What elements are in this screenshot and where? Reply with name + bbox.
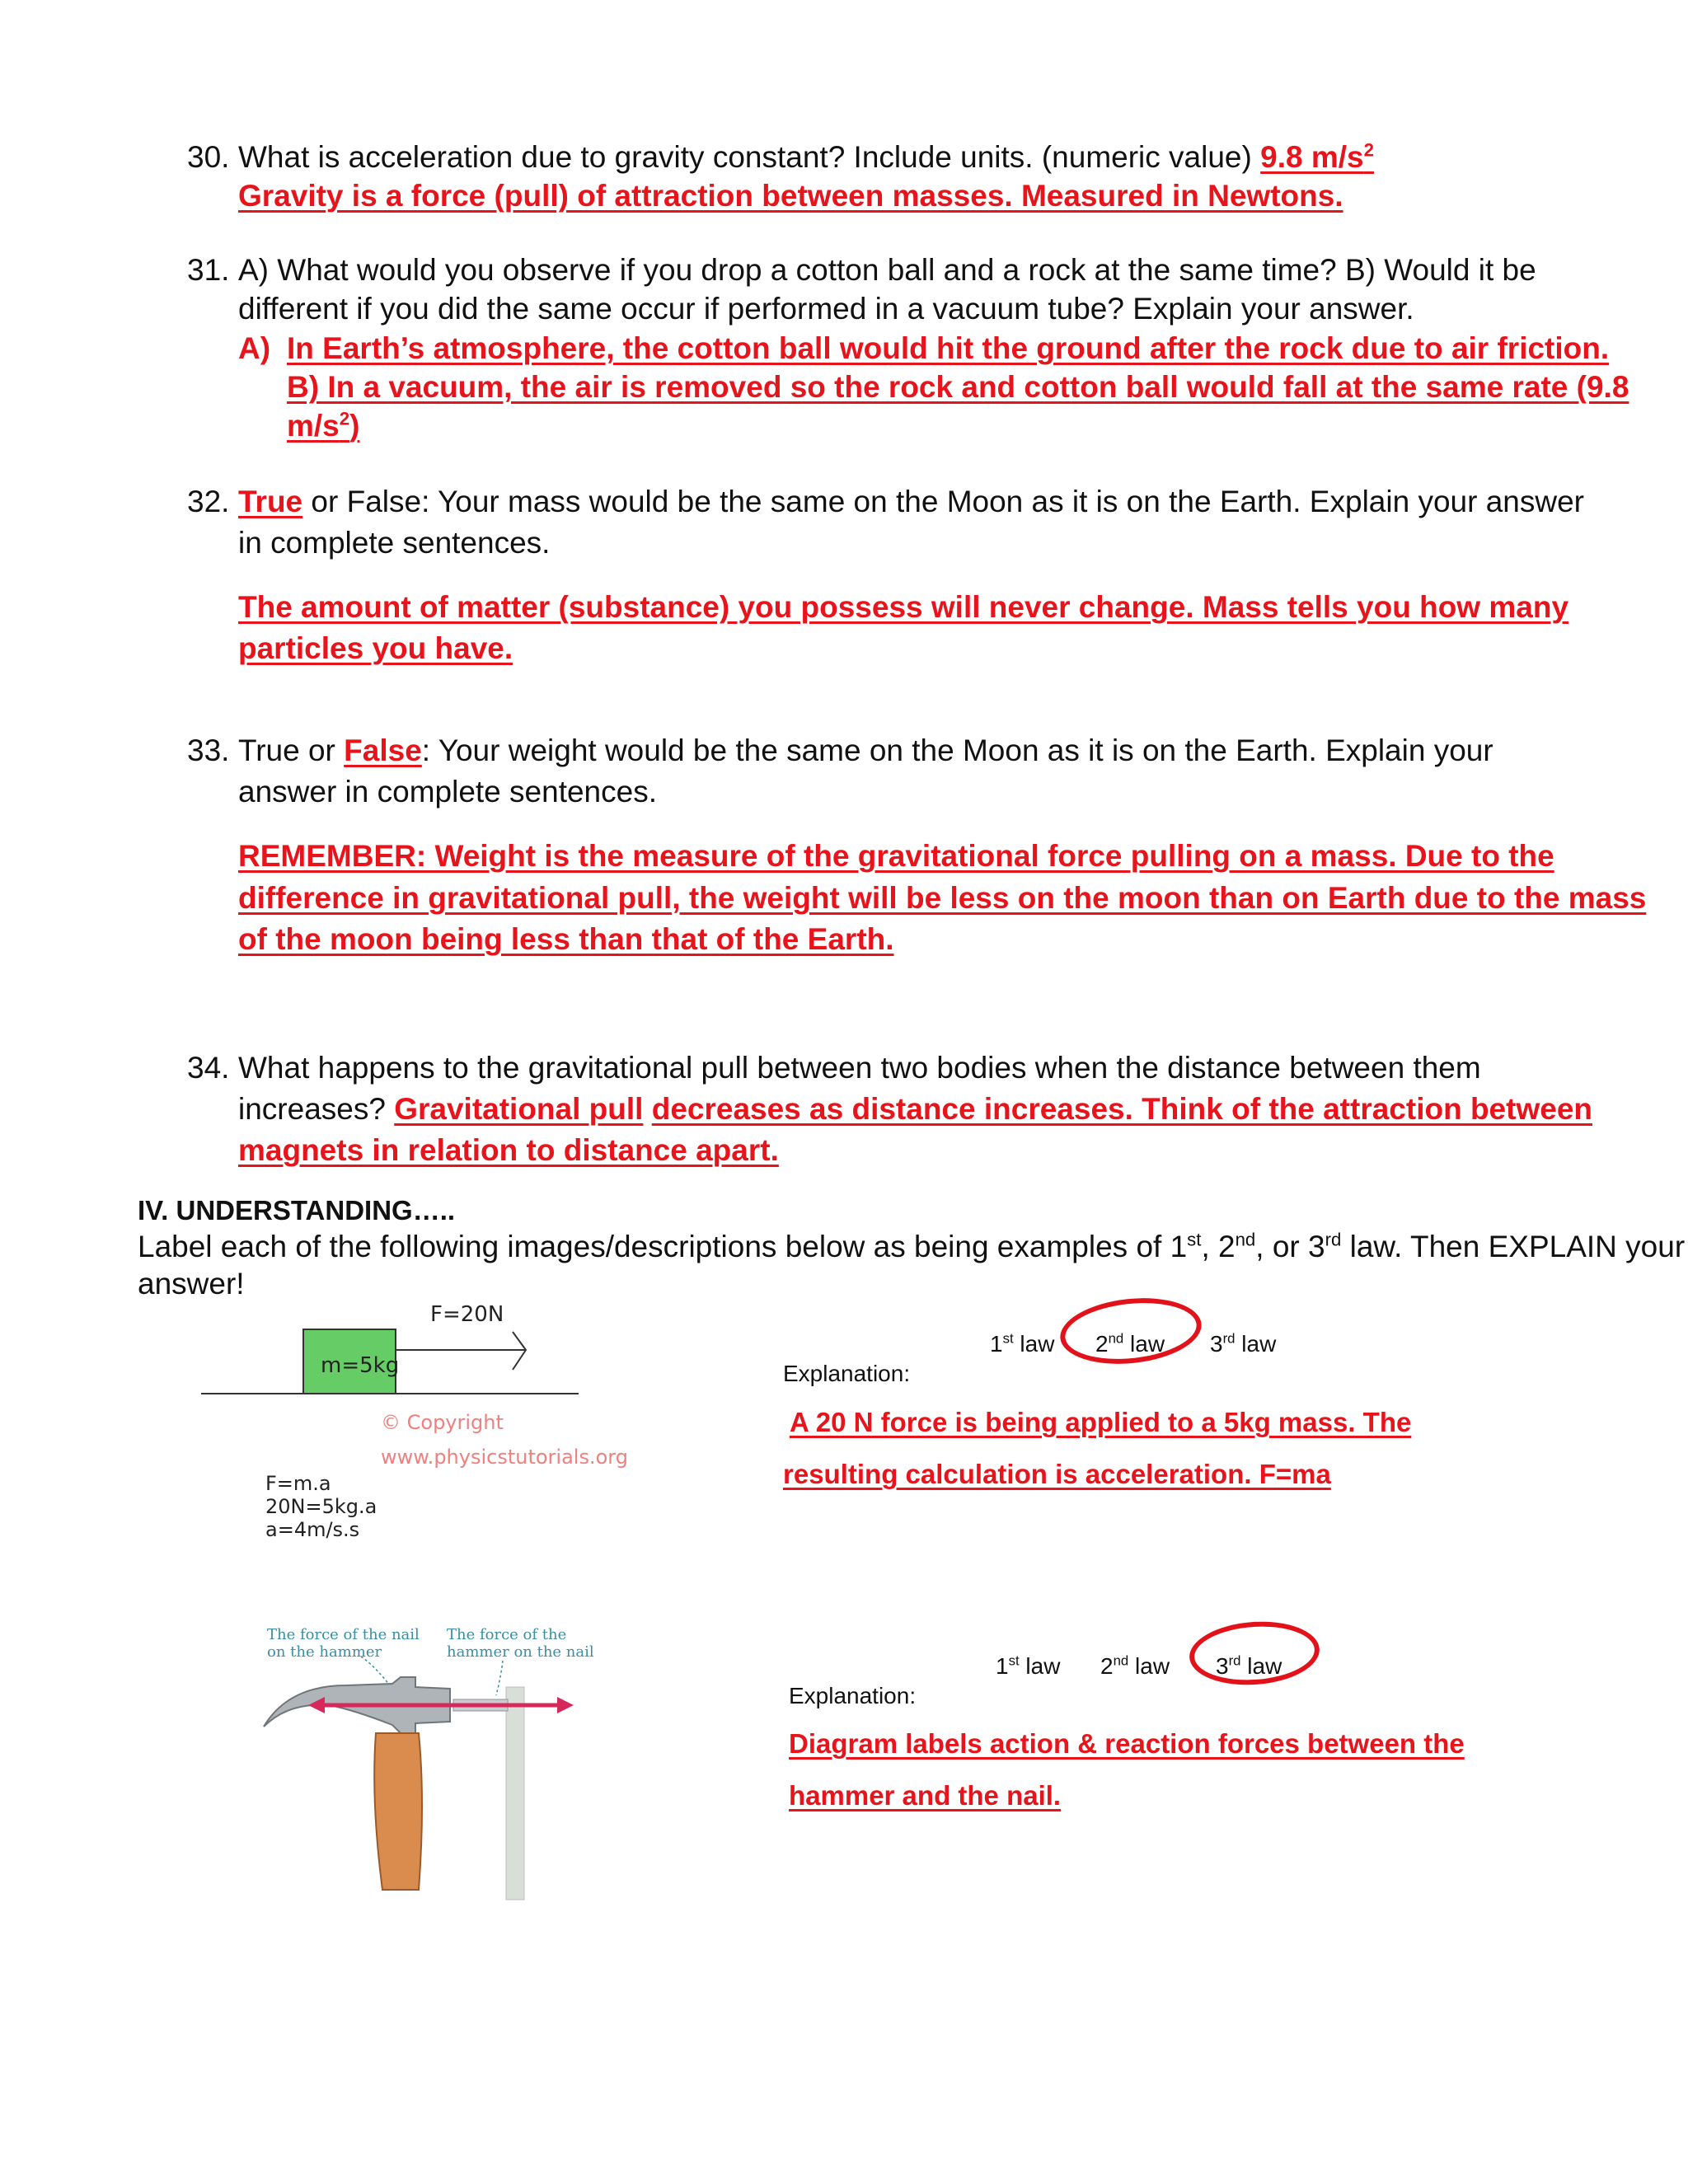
item2-answer1: Diagram labels action & reaction forces between the: [789, 1728, 1465, 1759]
q33-line1: True or False: Your weight would be the same on the Moon as it is on the Earth. Explain your: [238, 733, 1493, 767]
q34-line1: What happens to the gravitational pull between two bodies when the distance between them: [238, 1051, 1481, 1085]
item2-answer2: hammer and the nail.: [789, 1780, 1062, 1811]
q34-number: 34.: [187, 1051, 230, 1085]
q32-choice-true: True: [238, 485, 303, 518]
website-text: www.physicstutorials.org: [381, 1446, 628, 1469]
item2-law3[interactable]: 3rd law: [1216, 1652, 1282, 1679]
q30-question: [238, 138, 1374, 177]
item1-law1[interactable]: 1st law: [990, 1330, 1055, 1357]
q31-answer-label: A): [238, 331, 271, 365]
q34-answer-c: magnets in relation to distance apart.: [238, 1133, 779, 1167]
equation-line-3: a=4m/s.s: [265, 1518, 360, 1541]
q34-answer-a: Gravitational pull: [394, 1092, 644, 1126]
q33-answer2: difference in gravitational pull, the weight will be less on the moon than on Earth due to the mass: [238, 881, 1647, 915]
q33-line2: answer in complete sentences.: [238, 775, 657, 808]
q33-choice-false: False: [344, 733, 422, 767]
q30-question-text: What is acceleration due to gravity constant? Include units. (numeric value): [238, 140, 1252, 174]
hammer-handle: [374, 1733, 422, 1890]
equation-line-1: F=m.a: [265, 1472, 331, 1495]
q33-number: 33.: [187, 733, 230, 767]
force-diagram: [198, 1294, 628, 1558]
q32-number: 32.: [187, 485, 230, 518]
force-arrow-right-head: [557, 1697, 574, 1713]
section-heading: IV. UNDERSTANDING…..: [138, 1195, 456, 1226]
item2-answer-circle: [1188, 1618, 1322, 1690]
hammer-force-label-1: The force of the: [447, 1626, 567, 1643]
item2-law1[interactable]: 1st law: [996, 1652, 1061, 1679]
mass-label: m=5kg: [321, 1353, 400, 1378]
section-instructions-line2: answer!: [138, 1267, 245, 1301]
q31-answer-b: B) In a vacuum, the air is removed so the rock and cotton ball would fall at the same rate (9.8: [287, 370, 1629, 404]
q33-answer1: REMEMBER: Weight is the measure of the gravitational force pulling on a mass. Due to the: [238, 839, 1554, 873]
equation-line-2: 20N=5kg.a: [265, 1495, 377, 1518]
force-label: F=20N: [430, 1302, 504, 1327]
q30-number: 30.: [187, 140, 230, 174]
q31-line1: A) What would you observe if you drop a cotton ball and a rock at the same time? B) Would it be: [238, 253, 1536, 287]
item1-answer2: resulting calculation is acceleration. F=ma: [783, 1459, 1331, 1489]
q32-answer1: The amount of matter (substance) you possess will never change. Mass tells you how many: [238, 590, 1569, 624]
item1-law3[interactable]: 3rd law: [1210, 1330, 1277, 1357]
hammer-force-label-2: hammer on the nail: [447, 1643, 594, 1661]
q34-line2: increases? Gravitational pull decreases as distance increases. Think of the attraction between: [238, 1092, 1592, 1126]
q32-line1: True or False: Your mass would be the same on the Moon as it is on the Earth. Explain your answer: [238, 485, 1584, 518]
hammer-diagram: [256, 1619, 594, 1900]
item2-law2[interactable]: 2nd law: [1100, 1652, 1170, 1679]
item1-answer-circle: [1057, 1291, 1204, 1371]
item1-explanation-label: Explanation:: [783, 1361, 911, 1386]
q32-line2: in complete sentences.: [238, 526, 551, 560]
item1-answer1: A 20 N force is being applied to a 5kg mass. The: [790, 1407, 1412, 1437]
q31-answer-c: $m/s^2$): [287, 408, 360, 443]
q31-line2: different if you did the same occur if performed in a vacuum tube? Explain your answer.: [238, 292, 1414, 326]
section-instructions: Label each of the following images/descriptions below as being examples of 1st, 2nd, or 3rd law. Then EXPLAIN your: [138, 1229, 1686, 1263]
force-diagram-svg: [198, 1294, 628, 1558]
q33-answer3: of the moon being less than that of the Earth.: [238, 922, 894, 956]
nail-force-label-1: The force of the nail: [267, 1626, 420, 1643]
wood-board: [506, 1687, 524, 1900]
q31-number: 31.: [187, 253, 230, 287]
nail-force-label-2: on the hammer: [267, 1643, 382, 1661]
q34-answer-b: decreases as distance increases. Think of the attraction between: [651, 1092, 1592, 1126]
q30-answer-line: Gravity is a force (pull) of attraction between masses. Measured in Newtons.: [238, 179, 1343, 213]
q30-answer-value: 9.8 $m/s^2$: [1260, 139, 1374, 174]
hammer-diagram-svg: [256, 1619, 594, 1900]
item2-explanation-label: Explanation:: [789, 1683, 917, 1708]
item1-law2[interactable]: 2nd law: [1095, 1330, 1165, 1357]
q31-answer-a: In Earth’s atmosphere, the cotton ball would hit the ground after the rock due to air friction.: [287, 331, 1610, 365]
hammer-force-leader: [496, 1661, 503, 1695]
q32-answer2: particles you have.: [238, 631, 513, 665]
copyright-text: © Copyright: [381, 1411, 504, 1434]
